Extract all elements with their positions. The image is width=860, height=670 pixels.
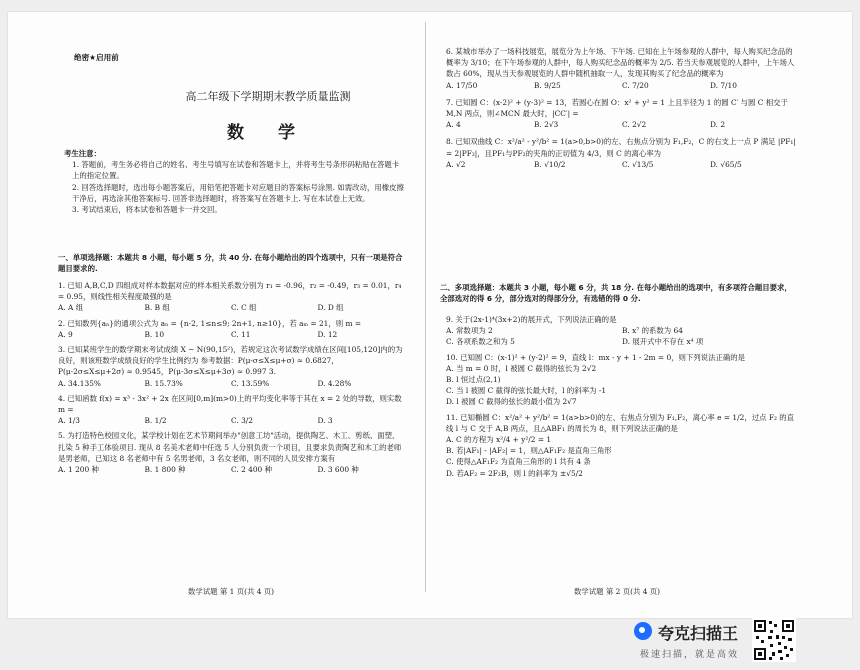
question-3 bbox=[58, 344, 404, 389]
question-stem: 4. 已知函数 f(x) = x³ - 3x² + 2x 在区间[0,m](m>0)上的平均变化率等于其在 x = 2 处的导数，则实数 m = bbox=[58, 393, 402, 415]
option-d: D. 3 600 种 bbox=[317, 465, 359, 475]
exam-title: 高二年级下学期期末教学质量监测 bbox=[185, 90, 351, 103]
notice-item: 2. 回答选择题时，选出每小题答案后，用铅笔把答题卡对应题目的答案标号涂黑. 如需改动，用橡皮擦干净后，再选涂其他答案标号. 回答非选择题时，将答案写在答题卡上. 写在本试卷上无效。 bbox=[72, 182, 404, 203]
option-d: D. √65/5 bbox=[710, 159, 742, 169]
option-b: B. 若|AF₁| - |AF₂| = 1，则△AF₁F₂ 是直角三角形 bbox=[446, 446, 612, 456]
option-b: B. B 组 bbox=[144, 303, 170, 313]
option-a: A. 34.135% bbox=[58, 378, 101, 388]
option-a: A. 常数项为 2 bbox=[446, 326, 493, 336]
option-b: B. 15.73% bbox=[144, 378, 183, 388]
question-options bbox=[58, 302, 404, 313]
question-stem: 5. 为打造特色校园文化，某学校计划在艺术节期间举办"创意工坊"活动，提供陶艺、木工、剪纸、面塑、扎染 5 种手工体验项目. 现从 8 名美术老师中任选 5 人分别负责一个项目，且要求负责陶艺和木工的老师是男老师，已知这 8 名老师中有 5 名男老师，3 名女老师，则不同的人员安排方案有 bbox=[58, 431, 402, 463]
option-b: B. 1/2 bbox=[144, 416, 167, 426]
secret-label: 绝密★启用前 bbox=[74, 53, 119, 62]
right-questions bbox=[446, 46, 798, 170]
option-c: C. 当 l 被圆 C 截得的弦长最大时，l 的斜率为 -1 bbox=[446, 386, 607, 396]
option-d: D. 若AF₂ = 2F₂B，则 l 的斜率为 ±√5/2 bbox=[446, 468, 583, 478]
option-a: A. √2 bbox=[446, 159, 466, 169]
notice-item: 1. 答题前，考生务必将自己的姓名、考生号填写在试卷和答题卡上，并将考生号条形码粘贴在答题卡上的指定位置。 bbox=[72, 160, 400, 181]
question-2 bbox=[58, 318, 404, 340]
notice-heading: 考生注意： bbox=[64, 149, 101, 158]
option-b: B. x⁷ 的系数为 64 bbox=[622, 326, 683, 336]
question-10 bbox=[446, 352, 798, 408]
option-a: A. 9 bbox=[58, 329, 73, 339]
question-options bbox=[446, 336, 798, 347]
question-stem: 6. 某城市举办了一场科技展览，展览分为上午场、下午场. 已知在上午场参观的人群中，每人购买纪念品的概率为 3/10；在下午场参观的人群中，每人购买纪念品的概率为 2/5. 若当天参观展览的人群中，上午场人数占 60%，现从当天参观展览的人群中随机抽取一人，发现其购买了纪念品的概率为 bbox=[446, 47, 795, 79]
option-a: A. A 组 bbox=[58, 303, 84, 313]
question-stem: 7. 已知圆 C：(x-2)² + (y-3)² = 13，若圆心在圆 O：x² + y² = 1 上且半径为 1 的圆 C′ 与圆 C 相交于 M,N 两点，则∠MCN 最大时，|CC′| = bbox=[446, 97, 788, 119]
question-6 bbox=[446, 46, 798, 91]
option-a: A. 当 m = 0 时，l 被圆 C 截得的弦长为 2√2 bbox=[446, 363, 597, 373]
brand-name: 夸克扫描王 bbox=[658, 624, 739, 643]
question-stem: 2. 已知数列{aₙ}的通项公式为 aₙ = {n-2, 1≤n≤9; 2n+1, n≥10}，若 aₘ = 21，则 m = bbox=[58, 318, 362, 328]
question-options bbox=[58, 378, 404, 389]
option-b: B. l 恒过点(2,1) bbox=[446, 375, 501, 385]
option-b: B. 1 800 种 bbox=[144, 465, 186, 475]
footer-left: 数学试题 第 1 页(共 4 页) bbox=[188, 587, 275, 596]
question-stem: 11. 已知椭圆 C：x²/a² + y²/b² = 1(a>b>0)的左、右焦点分别为 F₁,F₂，离心率 e = 1/2，过点 F₂ 的直线 l 与 C 交于 A,B 两点，且△ABF₁ 的周长为 8，则下列说法正确的是 bbox=[446, 412, 795, 433]
footer-right: 数学试题 第 2 页(共 4 页) bbox=[574, 587, 661, 596]
qr-code-icon bbox=[752, 618, 796, 662]
question-options bbox=[446, 159, 798, 170]
question-options bbox=[58, 415, 404, 426]
question-4 bbox=[58, 393, 404, 427]
question-9 bbox=[446, 314, 798, 348]
question-options bbox=[446, 325, 798, 336]
question-options bbox=[446, 119, 798, 130]
option-a: A. 1/3 bbox=[58, 416, 80, 426]
section1-heading: 一、单项选择题：本题共 8 小题，每小题 5 分，共 40 分. 在每小题给出的四个选项中，只有一项是符合题目要求的. bbox=[58, 253, 403, 274]
question-11 bbox=[446, 412, 798, 479]
option-c: C. 3/2 bbox=[231, 416, 253, 426]
option-c: C. 11 bbox=[231, 329, 251, 339]
question-1 bbox=[58, 280, 404, 314]
option-b: B. 2√3 bbox=[534, 120, 559, 130]
question-stem: 8. 已知双曲线 C：x²/a² - y²/b² = 1(a>0,b>0)的左、右焦点分别为 F₁,F₂，C 的右支上一点 P 满足 |PF₁| = 2|PF₂|，且PF₁与PF₂的夹角的正切值为 4/3，则 C 的离心率为 bbox=[446, 137, 796, 158]
option-a: A. 17/50 bbox=[446, 80, 478, 90]
notice bbox=[64, 148, 404, 215]
option-d: D. 3 bbox=[317, 416, 333, 426]
question-stem: 1. 已知 A,B,C,D 四组成对样本数据对应的样本相关系数分别为 r₁ = -0.96，r₂ = -0.49，r₃ = 0.01，r₄ = 0.95，则线性相关程度最强的是 bbox=[58, 281, 402, 302]
brand-slogan: 极速扫描，就是高效 bbox=[640, 650, 740, 660]
question-5 bbox=[58, 430, 404, 475]
exam-sheet bbox=[8, 12, 852, 618]
option-a: A. 4 bbox=[446, 120, 461, 130]
question-stem: 9. 关于(2x-1)⁴(3x+2)的展开式，下列说法正确的是 bbox=[446, 315, 617, 324]
option-b: B. 9/25 bbox=[534, 80, 561, 90]
left-questions bbox=[58, 280, 404, 475]
question-options bbox=[58, 329, 404, 340]
option-a: A. 1 200 种 bbox=[58, 465, 99, 475]
option-d: D. D 组 bbox=[317, 303, 344, 313]
option-b: B. √10/2 bbox=[534, 159, 566, 169]
option-c: C. 使得△AF₁F₂ 为直角三角形的 l 共有 4 条 bbox=[446, 457, 591, 467]
option-d: D. 展开式中不存在 x⁴ 项 bbox=[622, 337, 704, 347]
section2-heading: 二、多项选择题：本题共 3 小题，每小题 6 分，共 18 分. 在每小题给出的选项中，有多项符合题目要求，全部选对的得 6 分，部分选对的得部分分，有选错的得 0 分. bbox=[440, 283, 792, 304]
option-c: C. 2√2 bbox=[622, 120, 647, 130]
option-b: B. 10 bbox=[144, 329, 165, 339]
option-d: D. 7/10 bbox=[710, 80, 737, 90]
exam-subject: 数 学 bbox=[227, 123, 309, 143]
notice-item: 3. 考试结束后，将本试卷和答题卡一并交回。 bbox=[72, 205, 222, 215]
option-d: D. 2 bbox=[710, 120, 726, 130]
option-d: D. 4.28% bbox=[317, 378, 352, 388]
page-divider bbox=[425, 22, 426, 592]
option-c: C. C 组 bbox=[231, 303, 257, 313]
multi-questions bbox=[446, 314, 798, 479]
quark-logo-icon bbox=[634, 622, 652, 640]
question-stem: 10. 已知圆 C：(x-1)² + (y-2)² = 9，直线 l：mx - y + 1 - 2m = 0，则下列说法正确的是 bbox=[446, 352, 746, 362]
question-stem: 3. 已知某班学生的数学期末考试成绩 X ~ N(90,15²)，若规定这次考试数学成绩在区间[105,120]内的为良好，则该班数学成绩良好的学生比例约为 参考数据：P(μ-σ≤X≤μ+σ) ≈ 0.6827，P(μ-2σ≤X≤μ+2σ) ≈ 0.9545，P(μ-3σ≤X≤μ+3σ) ≈ 0.997 3. bbox=[58, 345, 403, 377]
option-a: A. C 的方程为 x²/4 + y²/2 = 1 bbox=[446, 435, 552, 445]
option-c: C. 各项系数之和为 5 bbox=[446, 337, 515, 347]
option-c: C. 2 400 种 bbox=[231, 465, 272, 475]
question-options bbox=[58, 464, 404, 475]
question-8 bbox=[446, 136, 798, 170]
option-c: C. 13.59% bbox=[231, 378, 270, 388]
option-d: D. 12 bbox=[317, 329, 338, 339]
question-options bbox=[446, 80, 798, 91]
option-c: C. 7/20 bbox=[622, 80, 649, 90]
scanner-watermark bbox=[634, 618, 854, 666]
option-c: C. √13/5 bbox=[622, 159, 654, 169]
option-d: D. l 被圆 C 截得的弦长的最小值为 2√7 bbox=[446, 397, 577, 407]
question-7 bbox=[446, 97, 798, 131]
